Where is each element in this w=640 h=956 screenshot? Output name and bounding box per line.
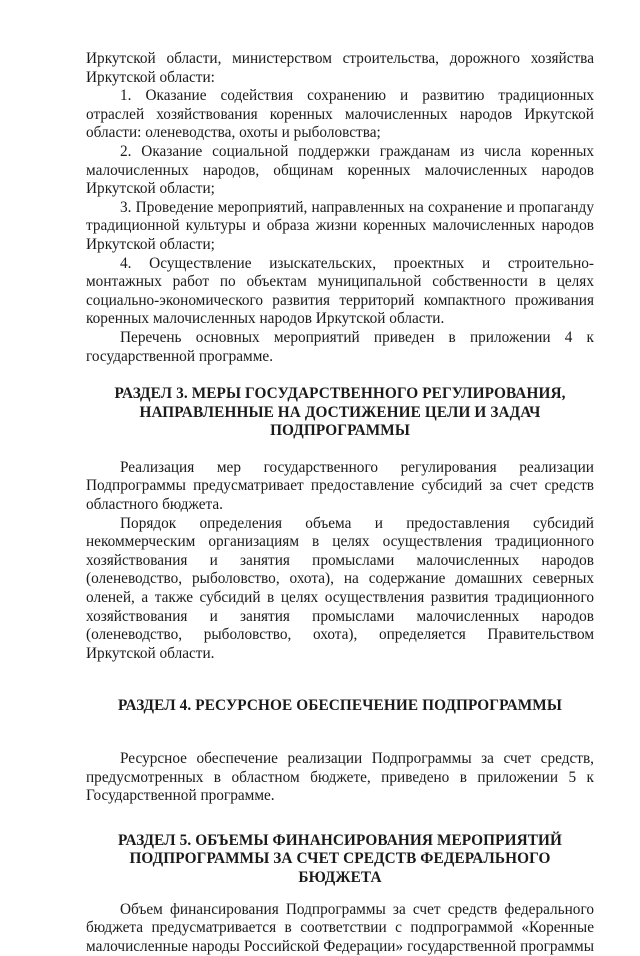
list-note-paragraph: Перечень основных мероприятий приведен в приложении 4 к государственной программе. [86,328,594,365]
list-item-4: 4. Осуществление изыскательских, проектных и строительно-монтажных работ по объектам муниципальной собственности в целях социально-экономического развития территорий компактного проживания коренных малочисленных народов Иркутской области. [86,254,594,328]
section-5-heading-line-2: ПОДПРОГРАММЫ ЗА СЧЕТ СРЕДСТВ ФЕДЕРАЛЬНОГО БЮДЖЕТА [129,850,551,886]
section-3-heading-line-1: РАЗДЕЛ 3. МЕРЫ ГОСУДАРСТВЕННОГО РЕГУЛИРОВАНИЯ, [114,385,566,403]
section-5-heading-line-1: РАЗДЕЛ 5. ОБЪЕМЫ ФИНАНСИРОВАНИЯ МЕРОПРИЯТИЙ [117,831,563,849]
section-4-paragraph-1: Ресурсное обеспечение реализации Подпрограммы за счет средств, предусмотренных в областном бюджете, приведено в приложении 5 к Государственной программе. [86,750,594,805]
section-4-heading: РАЗДЕЛ 4. РЕСУРСНОЕ ОБЕСПЕЧЕНИЕ ПОДПРОГРАММЫ [118,697,562,715]
list-item-1: 1. Оказание содействия сохранению и развитию традиционных отраслей хозяйствования коренных малочисленных народов Иркутской области: оленеводства, охоты и рыболовства; [86,87,594,142]
list-item-2: 2. Оказание социальной поддержки гражданам из числа коренных малочисленных народов, общинам коренных малочисленных народов Иркутской области; [86,142,594,198]
section-3-heading [86,385,594,441]
section-3-heading-line-2: НАПРАВЛЕННЫЕ НА ДОСТИЖЕНИЕ ЦЕЛИ И ЗАДАЧ ПОДПРОГРАММЫ [139,403,541,440]
list-item-3: 3. Проведение мероприятий, направленных на сохранение и пропаганду традиционной культуры и образа жизни коренных малочисленных народов Иркутской области; [86,198,594,253]
intro-paragraph: Иркутской области, министерством строительства, дорожного хозяйства Иркутской области: [86,50,594,86]
section-3-paragraph-1: Реализация мер государственного регулирования реализации Подпрограммы предусматривает предоставление субсидий за счет средств областного бюджета. [86,458,594,514]
section-5-paragraph-1: Объем финансирования Подпрограммы за счет средств федерального бюджета предусматривается в соответствии с подпрограммой «Коренные малочисленные народы Российской Федерации» государственной программы [86,900,594,955]
section-5-heading [86,832,594,888]
document-page [86,50,594,956]
section-3-paragraph-2: Порядок определения объема и предоставления субсидий некоммерческим организациям в целях осуществления традиционного хозяйствования и занятия промыслами малочисленных народов (оленеводство, рыболовство, охота), на содержание домашних северных оленей, а также субсидий в целях осуществления развития традиционного хозяйствования и занятия промыслами малочисленных народов (оленеводство, рыболовство, охота), определяется Правительством Иркутской области. [86,514,594,662]
